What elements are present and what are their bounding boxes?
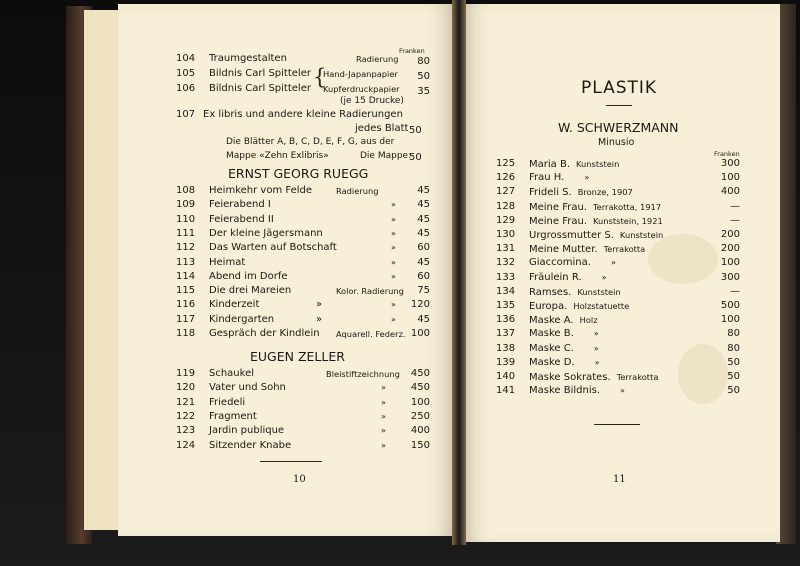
entry-title: Sitzender Knabe xyxy=(209,439,292,451)
entry-technique: Hand-Japanpapier xyxy=(323,69,398,79)
entry-row xyxy=(176,424,456,438)
ditto-mark: » xyxy=(316,299,323,311)
entry-description xyxy=(529,271,607,285)
entry-title: Abend im Dorfe xyxy=(209,270,288,282)
page-number-right: 11 xyxy=(613,474,626,485)
entry-title: Fragment xyxy=(209,410,257,422)
entry-price: 200 xyxy=(720,243,740,255)
entry-number: 120 xyxy=(176,382,196,394)
entry-title: Jardin publique xyxy=(209,425,285,437)
entry-row xyxy=(176,298,456,312)
entry-row xyxy=(496,228,746,242)
entry-number: 114 xyxy=(176,270,196,282)
entry-title: Heimat xyxy=(209,256,246,268)
entry-number: 119 xyxy=(176,368,196,379)
entry-number: 140 xyxy=(496,371,516,382)
entry-row xyxy=(496,342,746,356)
entry-number: 105 xyxy=(176,68,196,79)
entry-material: Kunststein xyxy=(577,286,621,297)
entry-description xyxy=(529,384,625,398)
entry-title: Der kleine Jägersmann xyxy=(209,227,323,239)
entry-description xyxy=(529,185,633,200)
entry-description xyxy=(529,200,661,215)
entry-price: 300 xyxy=(720,158,740,169)
entry-number: 123 xyxy=(176,425,196,437)
entry-price: 45 xyxy=(417,256,430,268)
entry-technique: Radierung xyxy=(356,54,399,64)
artist-heading-zeller: EUGEN ZELLER xyxy=(250,349,345,364)
entry-number: 111 xyxy=(176,227,196,239)
entry-material: » xyxy=(593,343,599,353)
entry-description xyxy=(529,171,589,185)
entry-technique: Kupferdruckpapier xyxy=(323,84,400,94)
closing-rule xyxy=(594,424,640,425)
entry-material: » xyxy=(601,272,607,282)
entry-row xyxy=(176,241,456,255)
entry-row xyxy=(176,213,456,227)
entry-description xyxy=(529,285,621,300)
entry-technique: Radierung xyxy=(336,186,379,196)
entry-title: Schaukel xyxy=(209,368,255,379)
entry-technique: » xyxy=(391,228,396,238)
entry-title: Vater und Sohn xyxy=(209,382,286,394)
entry-price: 45 xyxy=(417,313,430,325)
entry-number: 131 xyxy=(496,243,516,255)
ditto-mark: » xyxy=(316,313,323,325)
entry-row xyxy=(496,214,746,228)
entry-price: 80 xyxy=(417,56,430,67)
entry-name: Frideli S. xyxy=(529,187,572,199)
entry-material: » xyxy=(610,258,616,268)
entry-price: 150 xyxy=(410,439,430,451)
entry-row xyxy=(496,200,746,214)
entry-price: 100 xyxy=(720,314,740,326)
entry-price: 100 xyxy=(720,257,740,269)
entry-name: Urgrossmutter S. xyxy=(529,230,614,241)
entry-title: Kindergarten xyxy=(209,313,275,325)
print-run-note: (je 15 Drucke) xyxy=(340,96,404,106)
entry-row xyxy=(496,185,746,199)
entry-price: — xyxy=(730,200,740,212)
entry-title: Das Warten auf Botschaft xyxy=(209,242,337,254)
entry-price: — xyxy=(730,214,740,226)
entry-description xyxy=(529,242,645,257)
entry-description xyxy=(529,256,616,270)
entry-title: Bildnis Carl Spitteler xyxy=(209,68,311,79)
entry-row xyxy=(176,410,456,424)
entry-name: Meine Frau. xyxy=(529,201,588,213)
entry-description xyxy=(529,313,598,328)
entry-number: 121 xyxy=(176,396,196,408)
entry-name: Maske Bildnis. xyxy=(529,385,601,397)
entry-technique: » xyxy=(381,411,386,421)
franken-column-header: Franken xyxy=(399,47,425,55)
entry-technique: » xyxy=(381,426,386,436)
entry-row xyxy=(176,381,456,395)
entry-number: 129 xyxy=(496,214,516,226)
entry-row xyxy=(176,184,456,198)
entry-row xyxy=(496,271,746,285)
entry-price: 100 xyxy=(410,396,430,408)
entry-row xyxy=(496,157,746,171)
entry-material: Holz xyxy=(579,315,598,326)
entry-number: 117 xyxy=(176,313,196,325)
entry-material: » xyxy=(593,329,599,339)
entry-price: 100 xyxy=(410,328,430,339)
entry-text: Die Blätter A, B, C, D, E, F, G, aus der xyxy=(226,137,395,147)
entry-title: Heimkehr vom Felde xyxy=(209,185,312,196)
entry-row xyxy=(176,284,456,298)
entry-price: 50 xyxy=(727,385,740,397)
entry-row xyxy=(176,439,456,453)
entry-material: Kunststein xyxy=(619,230,664,240)
section-heading-plastik: PLASTIK xyxy=(581,78,658,98)
entry-price: 50 xyxy=(409,125,422,136)
entry-title: Traumgestalten xyxy=(209,53,287,64)
entry-row xyxy=(496,356,746,370)
entry-row xyxy=(496,285,746,299)
entry-technique: » xyxy=(391,271,396,281)
entry-row xyxy=(496,327,746,341)
entry-technique: » xyxy=(391,300,396,310)
entry-name: Fräulein R. xyxy=(529,271,582,283)
entry-price: 45 xyxy=(417,227,430,239)
entry-name: Maske B. xyxy=(529,328,574,340)
entry-number: 127 xyxy=(496,186,516,198)
entry-price: 120 xyxy=(410,299,430,311)
entry-technique: Aquarell. Federz. xyxy=(336,329,406,339)
entry-price: 450 xyxy=(410,368,430,379)
entry-description xyxy=(529,299,629,314)
page-number-left: 10 xyxy=(293,474,306,485)
entry-material: » xyxy=(584,173,590,183)
entry-row xyxy=(176,227,456,241)
entry-number: 137 xyxy=(496,328,516,340)
entry-name: Meine Mutter. xyxy=(529,244,598,256)
entry-name: Europa. xyxy=(529,301,568,312)
entry-number: 110 xyxy=(176,213,196,225)
page-edges xyxy=(84,10,120,530)
entry-number: 130 xyxy=(496,229,516,240)
entry-description xyxy=(529,214,663,229)
entry-price: 80 xyxy=(727,342,740,354)
entry-number: 122 xyxy=(176,410,196,422)
entry-row xyxy=(176,396,456,410)
entry-name: Maske Sokrates. xyxy=(529,372,611,383)
entry-price: 100 xyxy=(720,172,740,184)
entry-number: 115 xyxy=(176,285,196,297)
entry-price: 250 xyxy=(410,410,430,422)
entry-number: 135 xyxy=(496,300,516,311)
entry-technique: Kolor. Radierung xyxy=(336,286,404,297)
entry-material: Terrakotta xyxy=(616,372,659,382)
entry-price: 45 xyxy=(417,213,430,225)
entry-name: Maske D. xyxy=(529,356,575,368)
entry-text: Ex libris und andere kleine Radierungen xyxy=(203,109,403,120)
entry-description xyxy=(529,157,619,172)
entry-material: Terrakotta xyxy=(603,244,646,255)
entry-technique: » xyxy=(391,200,396,210)
entry-number: 108 xyxy=(176,185,196,196)
entry-text: Mappe «Zehn Exlibris» xyxy=(226,151,329,161)
entry-number: 116 xyxy=(176,299,196,311)
entry-price: 50 xyxy=(727,371,740,382)
entry-number: 118 xyxy=(176,328,196,339)
entry-technique: » xyxy=(381,397,386,407)
entry-description xyxy=(529,356,600,370)
entry-number: 106 xyxy=(176,83,196,94)
entry-text: Die Mappe: xyxy=(360,151,412,161)
book-gutter xyxy=(452,0,466,545)
entry-row xyxy=(496,370,746,384)
entry-material: Terrakotta, 1917 xyxy=(593,201,662,212)
heading-rule xyxy=(606,105,632,106)
entry-price: 450 xyxy=(410,382,430,394)
entry-name: Maske A. xyxy=(529,315,574,327)
artist-heading-schwerzmann: W. SCHWERZMANN xyxy=(558,120,679,135)
entry-price: 60 xyxy=(417,242,430,254)
entry-description xyxy=(529,342,599,356)
entry-number: 136 xyxy=(496,314,516,326)
entry-price: 400 xyxy=(410,425,430,437)
entry-title: Bildnis Carl Spitteler xyxy=(209,83,311,94)
right-page xyxy=(458,4,780,542)
franken-column-header: Franken xyxy=(714,150,740,158)
entry-number: 109 xyxy=(176,199,196,211)
entry-number: 113 xyxy=(176,256,196,268)
entry-price: 300 xyxy=(720,271,740,283)
entry-description xyxy=(529,327,599,341)
entry-price: 50 xyxy=(727,356,740,368)
entry-price: 35 xyxy=(417,86,430,97)
entry-title: Kinderzeit xyxy=(209,299,260,311)
entry-price: — xyxy=(730,285,740,297)
left-page xyxy=(118,4,458,536)
entry-technique: » xyxy=(381,440,386,450)
entry-price: 400 xyxy=(720,186,740,198)
entry-price: 500 xyxy=(720,300,740,311)
entry-technique: » xyxy=(391,243,396,253)
entry-number: 128 xyxy=(496,200,516,212)
entry-technique: » xyxy=(391,257,396,267)
entry-name: Frau H. xyxy=(529,172,565,184)
entry-name: Giaccomina. xyxy=(529,257,591,269)
section-rule xyxy=(260,461,322,462)
entry-number: 134 xyxy=(496,285,516,297)
entry-row xyxy=(176,198,456,212)
artist-place: Minusio xyxy=(598,137,635,148)
entry-material: Kunststein, 1921 xyxy=(593,215,663,226)
entry-price: 50 xyxy=(417,71,430,82)
entry-price: 45 xyxy=(417,185,430,196)
entry-number: 126 xyxy=(496,172,516,184)
brace: { xyxy=(313,65,327,89)
entry-number: 125 xyxy=(496,158,516,169)
entry-technique: » xyxy=(391,314,396,324)
entry-number: 141 xyxy=(496,385,516,397)
entry-row xyxy=(496,313,746,327)
entry-number: 112 xyxy=(176,242,196,254)
entry-material: » xyxy=(620,386,625,396)
entry-title: Friedeli xyxy=(209,396,246,408)
entry-text: jedes Blatt xyxy=(355,123,409,134)
entry-title: Feierabend I xyxy=(209,199,271,211)
entry-technique: » xyxy=(381,383,386,393)
entry-name: Maria B. xyxy=(529,159,570,170)
entry-price: 50 xyxy=(409,152,422,163)
entry-number: 104 xyxy=(176,53,196,64)
entry-row xyxy=(496,171,746,185)
entry-title: Feierabend II xyxy=(209,213,274,225)
entry-row xyxy=(496,256,746,270)
entry-price: 75 xyxy=(417,285,430,297)
entry-title: Gespräch der Kindlein xyxy=(209,328,320,339)
entry-row xyxy=(176,52,456,66)
entry-name: Meine Frau. xyxy=(529,215,588,227)
entry-number: 107 xyxy=(176,109,196,120)
entry-row xyxy=(176,367,456,381)
entry-number: 133 xyxy=(496,271,516,283)
entry-row xyxy=(496,242,746,256)
entry-number: 138 xyxy=(496,342,516,354)
entry-number: 132 xyxy=(496,257,516,269)
entry-title: Die drei Mareien xyxy=(209,285,292,297)
entry-name: Maske C. xyxy=(529,342,574,354)
entry-row xyxy=(176,313,456,327)
entry-price: 45 xyxy=(417,199,430,211)
entry-description xyxy=(529,370,658,385)
entry-material: Holzstatuette xyxy=(573,301,630,311)
entry-row xyxy=(496,299,746,313)
entry-row xyxy=(496,384,746,398)
entry-price: 200 xyxy=(720,229,740,240)
entry-row xyxy=(176,270,456,284)
entry-number: 124 xyxy=(176,439,196,451)
entry-row xyxy=(176,256,456,270)
entry-name: Ramses. xyxy=(529,286,572,298)
entry-price: 60 xyxy=(417,270,430,282)
entry-technique: Bleistiftzeichnung xyxy=(326,369,400,379)
entry-row xyxy=(176,327,456,341)
entry-technique: » xyxy=(391,214,396,224)
entry-price: 80 xyxy=(727,328,740,340)
entry-description xyxy=(529,228,663,243)
entry-material: » xyxy=(594,357,600,367)
entry-material: Bronze, 1907 xyxy=(577,187,633,198)
entry-number: 139 xyxy=(496,356,516,368)
artist-heading-ruegg: ERNST GEORG RUEGG xyxy=(228,166,369,181)
entry-material: Kunststein xyxy=(576,159,620,169)
